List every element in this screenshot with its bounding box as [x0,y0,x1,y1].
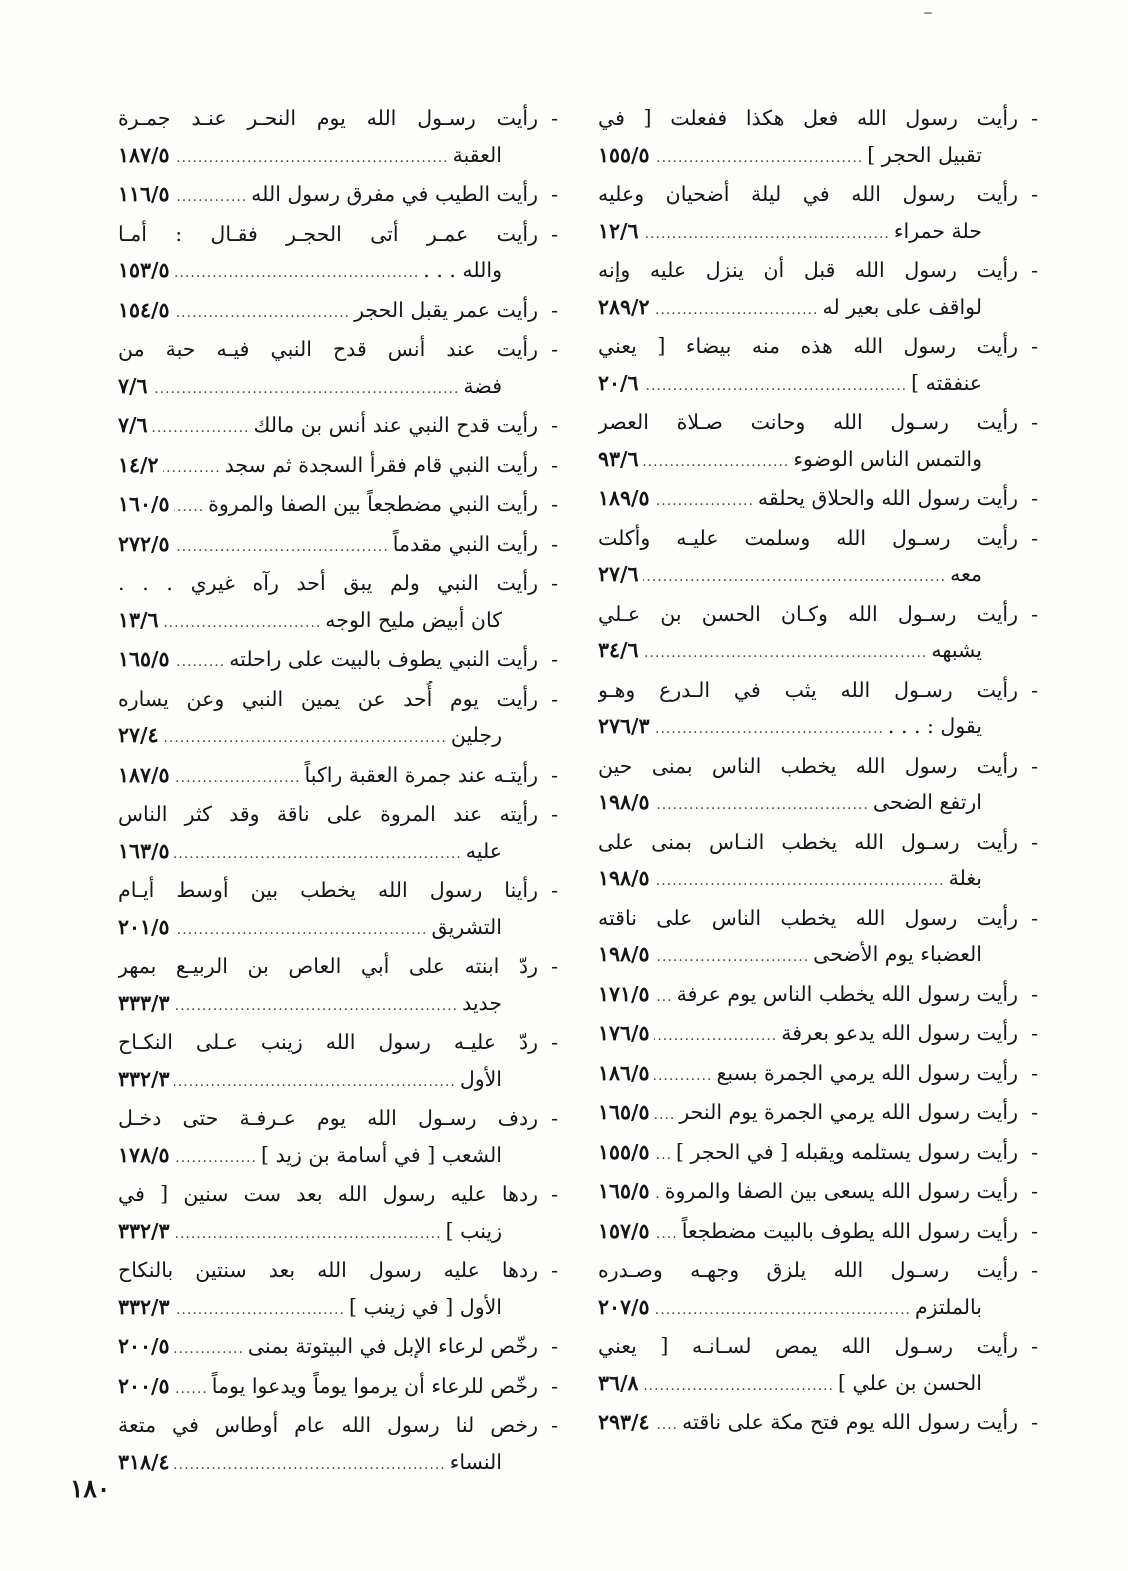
index-entry [598,976,1038,1016]
entry-reference: ١٥٥/٥ [598,1139,650,1164]
entry-reference: ٣٣٢/٣ [118,1066,170,1091]
leader-dots [174,1371,208,1408]
entry-continuation: ارتفع الضحى [872,790,982,814]
index-entry [598,1055,1038,1095]
leader-dots [643,635,928,672]
index-entry [598,672,1038,748]
entry-reference: ١٦٠/٥ [118,492,170,516]
index-entry [118,872,558,948]
entry-dash: - [551,106,558,130]
entry-first-line: رأيت رسول الله فعل هكذا ففعلت [ في [598,106,1018,130]
leader-dots [654,711,884,748]
entry-continuation: النساء [449,1449,502,1474]
entry-dash: - [551,1413,558,1437]
entry-dash: - [1031,106,1038,130]
index-entry [118,216,558,292]
entry-first-line: رأيت رسـول الله وحانت صـلاة العصر [598,410,1018,434]
entry-dash: - [1031,905,1038,930]
entry-reference: ٢٧/٦ [598,562,639,586]
entry-dash: - [1031,334,1038,358]
entry-dash: - [1031,258,1038,282]
leader-dots [174,1331,244,1368]
entry-first-line: ردف رسـول الله يوم عـرفـة حتى دخـل [118,1106,538,1130]
scan-speck [924,12,932,14]
entry-dash: - [1031,753,1038,778]
entry-continuation: الأول [459,1066,502,1091]
leader-dots [643,1368,834,1405]
entry-reference: ٢٩٣/٤ [598,1410,650,1434]
entry-first-line: رأيت رسول الله في ليلة أضحيان وعليه [598,182,1018,206]
entry-dash: - [1031,1410,1038,1434]
leader-dots [174,644,226,681]
entry-reference: ٣٣٢/٣ [118,1294,170,1319]
entry-first-line: رأيت يوم أُحد عن يمين النبي وعن يساره [118,686,538,711]
entry-reference: ١٥٧/٥ [598,1218,650,1243]
leader-dots [163,720,447,757]
index-entry [598,404,1038,480]
entry-first-line: ردها عليه رسول الله بعد سنتين بالنكاح [118,1258,538,1282]
entry-first-line: رخص لنا رسول الله عام أوطاس في متعة [118,1413,538,1437]
entry-dash: - [551,1334,558,1358]
entry-first-line: رأيت النبي ولم يبق أحد رآه غيري . . . [118,571,538,595]
leader-dots [174,529,389,566]
entry-dash: - [1031,182,1038,206]
index-entry [598,1404,1038,1444]
index-entry [598,1015,1038,1055]
index-entry [598,1134,1038,1174]
entry-first-line: ردها عليه رسول الله بعد ست سنين [ في [118,1182,538,1206]
entry-text: رأيت رسول الله يرمي الجمرة يوم النحر [679,1100,1018,1124]
index-entry [118,1252,558,1328]
entry-reference: ١١٦/٥ [118,182,170,206]
entry-dash: - [551,571,558,595]
entry-continuation: العضباء يوم الأضحى [813,942,982,966]
leader-dots [174,489,205,526]
index-entry [118,1024,558,1100]
entry-reference: ١٥٥/٥ [598,142,650,167]
entry-first-line: رأيت رسـول الله وسلمت عليـه وأكلت [598,525,1018,550]
entry-continuation: والتمس الناس الوضوء [793,446,982,471]
leader-dots [174,140,449,177]
leader-dots [654,1137,673,1174]
entry-dash: - [551,413,558,437]
entry-reference: ١٢/٦ [598,218,639,243]
entry-continuation: التشريق [431,914,502,939]
leader-dots [174,1447,446,1484]
entry-reference: ٢٠٧/٥ [598,1294,650,1319]
index-entry [118,1407,558,1483]
entry-text: رأيت رسول الله والحلاق يحلقه [757,486,1018,510]
leader-dots [654,1058,713,1095]
entry-dash: - [551,1258,558,1282]
entry-text: رأيت النبي مقدماً [392,531,538,556]
leader-dots [174,295,351,332]
leader-dots [163,450,221,487]
entry-reference: ٣٤/٦ [598,638,639,662]
entry-continuation: فضة [463,373,502,398]
entry-first-line: رأيته عند المروة على ناقة وقد كثر الناس [118,802,538,826]
entry-reference: ١٣/٦ [118,607,159,632]
entry-first-line: رأيت رسول الله قبل أن ينزل عليه وإنه [598,258,1018,282]
entry-continuation: الأول [ في زينب ] [348,1294,502,1319]
entry-text: رأيت النبي مضطجعاً بين الصفا والمروة [208,492,538,516]
entry-dash: - [551,686,558,711]
entry-continuation: بغلة [948,866,982,890]
index-entry [598,596,1038,672]
leader-dots [643,368,908,405]
entry-reference: ١٩٨/٥ [598,942,650,966]
entry-reference: ٢٠/٦ [598,370,639,395]
entry-text: رأيت الطيب في مفرق رسول الله [251,182,538,206]
right-column [598,100,1038,1444]
entry-dash: - [1031,1021,1038,1045]
leader-dots [654,1407,679,1444]
entry-continuation: والله . . . [423,258,502,282]
entry-continuation: عليه [465,838,502,863]
entry-dash: - [1031,1218,1038,1243]
index-entry [118,681,558,757]
entry-dash: - [551,297,558,322]
leader-dots [174,1140,257,1177]
entry-first-line: رأيت رسـول الله وكـان الحسن بن عـلي [598,601,1018,626]
leader-dots [174,255,420,292]
entry-reference: ٢٠٠/٥ [118,1334,170,1358]
entry-dash: - [1031,677,1038,702]
leader-dots [654,1176,661,1213]
index-entry [118,407,558,447]
index-entry [118,757,558,797]
entry-dash: - [551,452,558,477]
leader-dots [174,1216,442,1253]
entry-reference: ١٧٨/٥ [118,1142,170,1167]
entry-dash: - [551,802,558,826]
entry-reference: ٢٧٢/٥ [118,531,170,556]
index-entry [598,824,1038,900]
index-entry [118,526,558,566]
entry-reference: ١٤/٢ [118,452,159,477]
entry-continuation: يقول : . . . [887,714,982,738]
index-entry [598,1213,1038,1253]
index-entry [598,1173,1038,1213]
entry-dash: - [551,647,558,671]
entry-dash: - [551,221,558,246]
leader-dots [654,292,819,329]
entry-continuation: بالملتزم [914,1294,982,1319]
entry-dash: - [551,182,558,206]
entry-reference: ١٩٨/٥ [598,866,650,890]
leader-dots [654,979,673,1016]
entry-continuation: كان أبيض مليح الوجه [325,607,502,632]
index-entry [118,447,558,487]
entry-reference: ١٧٦/٥ [598,1021,650,1045]
entry-dash: - [1031,1139,1038,1164]
leader-dots [654,939,810,976]
entry-continuation: الحسن بن علي ] [837,1370,982,1395]
index-entry [598,176,1038,252]
entry-text: رأيتـه عند جمرة العقبة راكباً [304,762,538,787]
entry-text: رخّص لرعاء الإبل في البيتوتة بمنى [247,1334,538,1358]
entry-continuation: العقبة [452,142,502,167]
leader-dots [174,760,301,797]
entry-reference: ١٥٣/٥ [118,258,170,282]
entry-dash: - [551,762,558,787]
entry-first-line: رأيت عمـر أتى الحجـر فقـال : أمـا [118,221,538,246]
entry-dash: - [1031,981,1038,1006]
leader-dots [654,1216,678,1253]
entry-first-line: رأيت رسول الله يخطب الناس على ناقته [598,905,1018,930]
entry-reference: ١٦٣/٥ [118,838,170,863]
index-entry [598,100,1038,176]
entry-reference: ٣٣٣/٣ [118,990,170,1015]
entry-continuation: لواقف على بعير له [822,294,982,319]
entry-reference: ٢٨٩/٢ [598,294,650,319]
entry-reference: ٣١٨/٤ [118,1449,170,1474]
leader-dots [174,836,462,873]
entry-dash: - [551,1373,558,1398]
entry-dash: - [1031,1060,1038,1085]
leader-dots [174,912,428,949]
entry-text: رأيت رسول الله يدعو بعرفة [781,1021,1018,1045]
entry-reference: ٢٧/٤ [118,723,159,747]
index-entry [118,796,558,872]
entry-dash: - [1031,410,1038,434]
entry-text: رأيت رسول يستلمه ويقبله [ في الحجر ] [676,1139,1018,1164]
entry-reference: ١٨٧/٥ [118,142,170,167]
entry-first-line: رأيت عند أنس قدح النبي فيـه حبة من [118,337,538,361]
entry-first-line: رأيت رسـول الله يوم النحـر عنـد جمـرة [118,106,538,130]
index-entry [118,1328,558,1368]
index-entry [118,1176,558,1252]
entry-reference: ٩٣/٦ [598,446,639,471]
entry-reference: ١٦٥/٥ [598,1179,650,1203]
entry-dash: - [1031,486,1038,510]
leader-dots [643,559,947,596]
entry-dash: - [551,1106,558,1130]
left-column [118,100,558,1483]
entry-first-line: رأيت رسـول الله يثب في الـدرع وهـو [598,677,1018,702]
entry-first-line: رأيت رسـول الله يلزق وجهـه وصـدره [598,1258,1018,1282]
leader-dots [654,140,864,177]
entry-reference: ١٩٨/٥ [598,790,650,814]
leader-dots [174,988,459,1025]
entry-text: رأيت النبي يطوف بالبيت على راحلته [229,647,538,671]
index-entry [118,292,558,332]
entry-first-line: رأينا رسول الله يخطب بين أوسط أيـام [118,878,538,902]
entry-text: رأيت رسول الله يرمي الجمرة بسبع [716,1060,1018,1085]
index-entry [118,486,558,526]
index-entry [118,100,558,176]
entry-dash: - [1031,829,1038,854]
entry-text: رأيت قدح النبي عند أنس بن مالك [253,413,538,437]
entry-dash: - [1031,1100,1038,1124]
entry-text: رأيت رسول الله يطوف بالبيت مضطجعاً [681,1218,1018,1243]
leader-dots [174,1064,456,1101]
leader-dots [654,787,869,824]
entry-dash: - [551,337,558,361]
entry-text: رخّص للرعاء أن يرموا يوماً ويدعوا يوماً [211,1373,538,1398]
entry-dash: - [551,492,558,516]
leader-dots [654,1097,676,1134]
entry-dash: - [551,954,558,978]
index-entry [598,520,1038,596]
entry-reference: ١٨٦/٥ [598,1060,650,1085]
entry-continuation: جديد [462,990,502,1015]
entry-first-line: رأيت رسول الله يخطب الناس بمنى حين [598,753,1018,778]
index-entry [598,1252,1038,1328]
index-entry [598,1094,1038,1134]
entry-dash: - [1031,601,1038,626]
index-entry [598,252,1038,328]
entry-continuation: زينب ] [445,1218,502,1243]
entry-first-line: ردّ عليـه رسول الله زينب عـلى النكـاح [118,1030,538,1054]
leader-dots [174,179,248,216]
leader-dots [643,216,890,253]
entry-reference: ٣٦/٨ [598,1370,639,1395]
entry-dash: - [1031,1258,1038,1282]
leader-dots [654,863,945,900]
leader-dots [152,371,460,408]
entry-reference: ١٧١/٥ [598,981,650,1006]
entry-continuation: معه [950,562,982,586]
leader-dots [654,483,754,520]
index-entry [598,748,1038,824]
entry-reference: ٧/٦ [118,373,148,398]
entry-first-line: رأيت رسـول الله يخطب النـاس بمنى على [598,829,1018,854]
entry-continuation: الشعب [ في أسامة بن زيد ] [261,1142,502,1167]
entry-reference: ١٥٤/٥ [118,297,170,322]
entry-continuation: رجلين [450,723,502,747]
index-entry [118,1100,558,1176]
entry-reference: ١٦٥/٥ [118,647,170,671]
entry-reference: ١٦٥/٥ [598,1100,650,1124]
entry-reference: ٣٣٢/٣ [118,1218,170,1243]
entry-continuation: تقبيل الحجر ] [867,142,982,167]
index-entry [118,948,558,1024]
index-entry [598,328,1038,404]
index-entry [118,565,558,641]
entry-reference: ٢٠١/٥ [118,914,170,939]
index-entry [118,176,558,216]
entry-reference: ٢٧٦/٣ [598,714,650,738]
leader-dots [654,1018,778,1055]
entry-reference: ١٨٩/٥ [598,486,650,510]
index-entry [118,331,558,407]
page-number: ١٨٠ [70,1474,111,1503]
entry-continuation: يشبهه [931,638,982,662]
entry-dash: - [551,531,558,556]
entry-text: رأيت عمر يقبل الحجر [354,297,538,322]
entry-dash: - [551,1182,558,1206]
index-entry [598,480,1038,520]
entry-dash: - [551,878,558,902]
entry-text: رأيت رسول الله يسعى بين الصفا والمروة [664,1179,1018,1203]
index-entry [598,1328,1038,1404]
entry-first-line: ردّ ابنته على أبي العاص بن الربيـع بمهر [118,954,538,978]
entry-first-line: رأيت رسول الله هذه منه بيضاء [ يعني [598,334,1018,358]
entry-dash: - [1031,1334,1038,1358]
entry-reference: ١٨٧/٥ [118,762,170,787]
index-entry [118,1368,558,1408]
index-entry [118,641,558,681]
entry-continuation: حلة حمراء [893,218,982,243]
entry-dash: - [1031,525,1038,550]
entry-text: رأيت رسول الله يخطب الناس يوم عرفة [676,981,1018,1006]
entry-text: رأيت النبي قام فقرأ السجدة ثم سجد [224,452,538,477]
entry-dash: - [551,1030,558,1054]
entry-reference: ٧/٦ [118,413,148,437]
leader-dots [152,410,250,447]
entry-dash: - [1031,1179,1038,1203]
entry-first-line: رأيت رسـول الله يمص لسـانـه [ يعني [598,1334,1018,1358]
leader-dots [643,444,790,481]
leader-dots [163,605,322,642]
leader-dots [654,1292,911,1329]
entry-reference: ٢٠٠/٥ [118,1373,170,1398]
entry-continuation: عنفقته ] [911,370,982,395]
leader-dots [174,1292,345,1329]
index-entry [598,900,1038,976]
entry-text: رأيت رسول الله يوم فتح مكة على ناقته [682,1410,1018,1434]
